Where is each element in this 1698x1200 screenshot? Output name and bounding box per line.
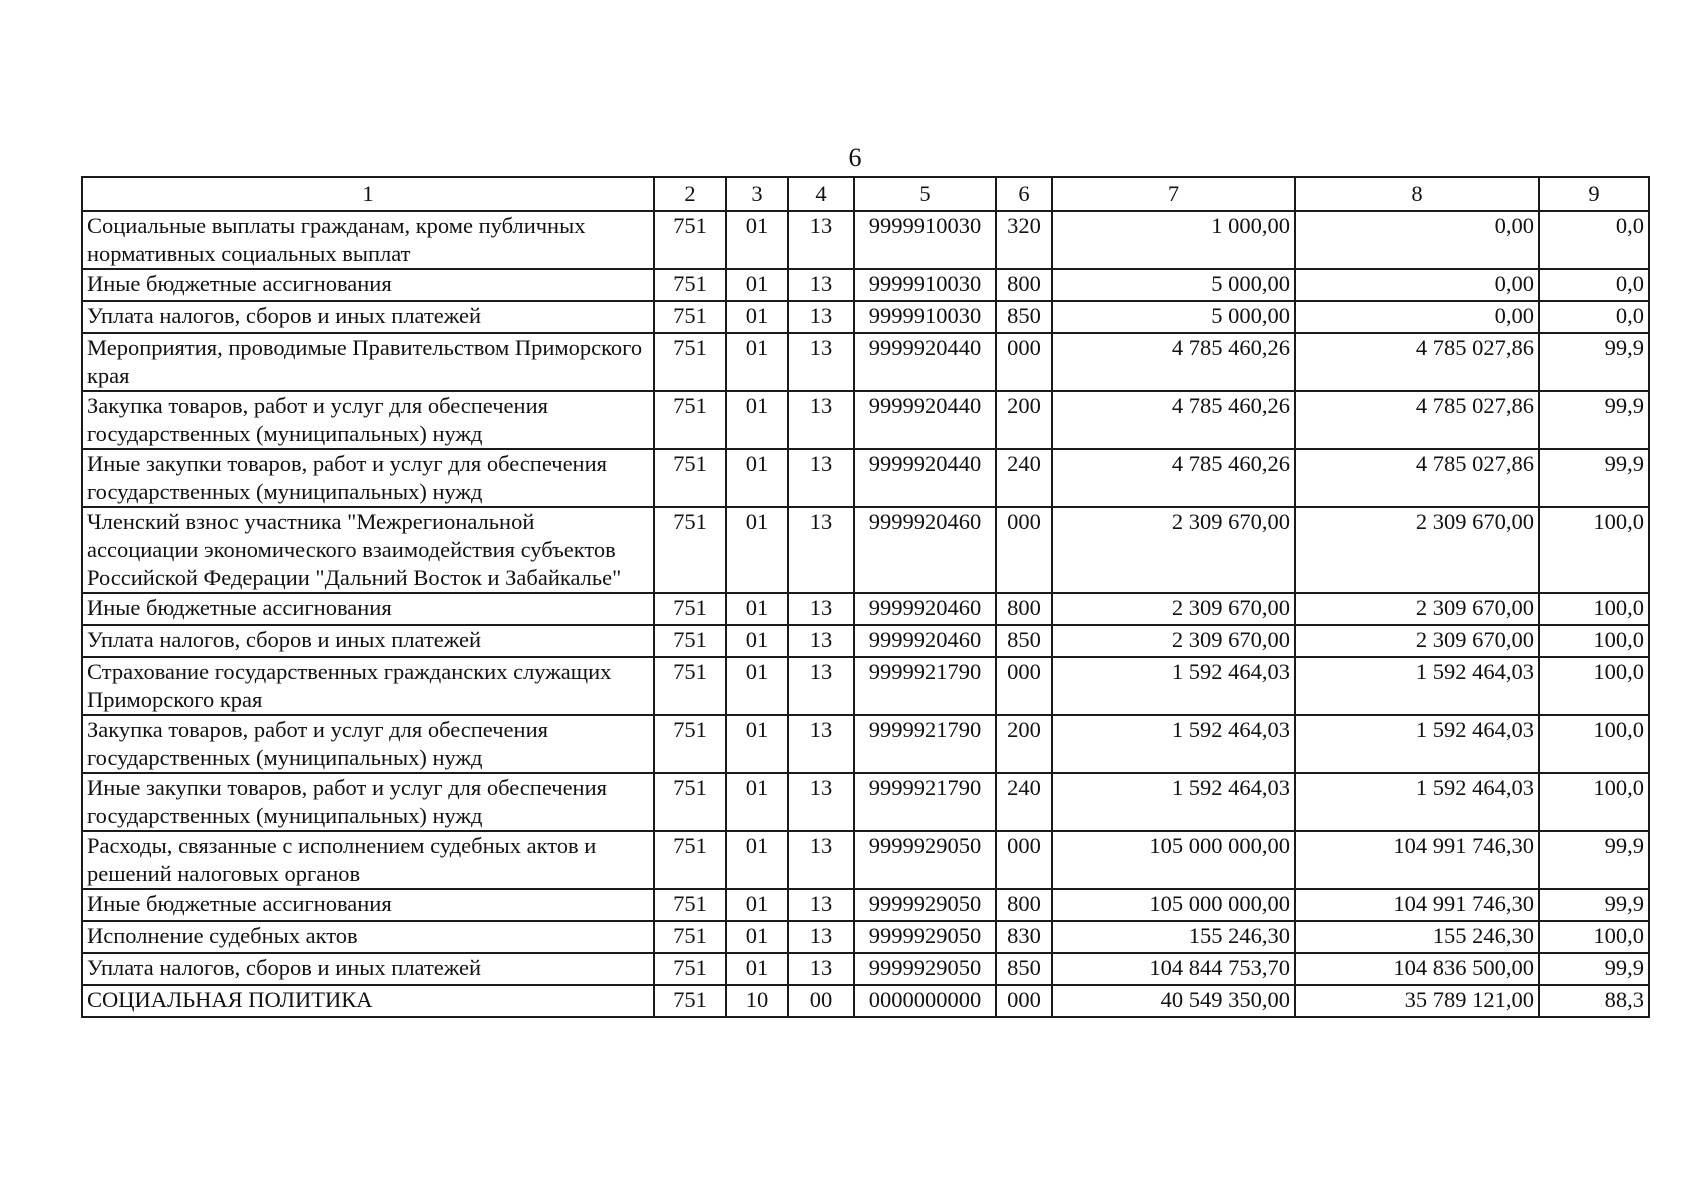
row-code-3-cell: 01	[726, 301, 788, 333]
row-name-cell: Социальные выплаты гражданам, кроме публичных нормативных социальных выплат	[82, 211, 654, 269]
row-code-4-cell: 13	[788, 625, 854, 657]
row-code-6-cell: 850	[996, 953, 1052, 985]
row-amount-8-cell: 104 991 746,30	[1295, 889, 1539, 921]
row-name-cell: Закупка товаров, работ и услуг для обеспечения государственных (муниципальных) нужд	[82, 391, 654, 449]
row-amount-7-cell: 2 309 670,00	[1052, 593, 1295, 625]
row-percent-9-cell: 99,9	[1539, 391, 1649, 449]
row-percent-9-cell: 100,0	[1539, 657, 1649, 715]
row-amount-8-cell: 2 309 670,00	[1295, 593, 1539, 625]
row-code-5-cell: 9999920460	[854, 593, 996, 625]
row-code-5-cell: 9999929050	[854, 889, 996, 921]
row-code-4-cell: 13	[788, 715, 854, 773]
row-code-2-cell: 751	[654, 301, 726, 333]
row-amount-7-cell: 2 309 670,00	[1052, 625, 1295, 657]
row-amount-8-cell: 2 309 670,00	[1295, 625, 1539, 657]
row-code-6-cell: 850	[996, 625, 1052, 657]
column-header: 1	[82, 177, 654, 211]
row-code-4-cell: 13	[788, 333, 854, 391]
column-header: 6	[996, 177, 1052, 211]
row-name-cell: Уплата налогов, сборов и иных платежей	[82, 953, 654, 985]
row-code-4-cell: 00	[788, 985, 854, 1017]
row-code-3-cell: 01	[726, 889, 788, 921]
row-percent-9-cell: 100,0	[1539, 921, 1649, 953]
row-code-5-cell: 9999921790	[854, 773, 996, 831]
row-code-4-cell: 13	[788, 953, 854, 985]
row-code-5-cell: 9999929050	[854, 953, 996, 985]
row-percent-9-cell: 99,9	[1539, 449, 1649, 507]
row-amount-8-cell: 0,00	[1295, 269, 1539, 301]
row-name-cell: Иные бюджетные ассигнования	[82, 889, 654, 921]
row-name-cell: Уплата налогов, сборов и иных платежей	[82, 301, 654, 333]
row-code-4-cell: 13	[788, 507, 854, 593]
row-code-2-cell: 751	[654, 831, 726, 889]
row-name-cell: Иные закупки товаров, работ и услуг для обеспечения государственных (муниципальных) нужд	[82, 449, 654, 507]
column-header: 4	[788, 177, 854, 211]
row-code-2-cell: 751	[654, 625, 726, 657]
row-code-4-cell: 13	[788, 301, 854, 333]
row-code-6-cell: 850	[996, 301, 1052, 333]
row-amount-8-cell: 155 246,30	[1295, 921, 1539, 953]
row-code-2-cell: 751	[654, 269, 726, 301]
row-code-6-cell: 000	[996, 333, 1052, 391]
row-name-cell: Иные закупки товаров, работ и услуг для обеспечения государственных (муниципальных) нужд	[82, 773, 654, 831]
table-row	[82, 301, 1649, 333]
row-name-cell: Исполнение судебных актов	[82, 921, 654, 953]
column-header: 2	[654, 177, 726, 211]
table-row	[82, 889, 1649, 921]
row-code-5-cell: 9999921790	[854, 715, 996, 773]
row-code-4-cell: 13	[788, 773, 854, 831]
row-code-4-cell: 13	[788, 269, 854, 301]
row-amount-7-cell: 4 785 460,26	[1052, 391, 1295, 449]
row-amount-8-cell: 4 785 027,86	[1295, 391, 1539, 449]
row-code-3-cell: 01	[726, 507, 788, 593]
row-code-2-cell: 751	[654, 507, 726, 593]
table-row	[82, 953, 1649, 985]
row-code-2-cell: 751	[654, 657, 726, 715]
row-amount-7-cell: 4 785 460,26	[1052, 333, 1295, 391]
row-percent-9-cell: 0,0	[1539, 269, 1649, 301]
row-percent-9-cell: 100,0	[1539, 507, 1649, 593]
row-code-3-cell: 01	[726, 831, 788, 889]
row-code-3-cell: 01	[726, 449, 788, 507]
row-percent-9-cell: 100,0	[1539, 715, 1649, 773]
row-code-3-cell: 10	[726, 985, 788, 1017]
row-code-5-cell: 9999920460	[854, 625, 996, 657]
row-percent-9-cell: 0,0	[1539, 211, 1649, 269]
row-code-2-cell: 751	[654, 391, 726, 449]
row-amount-7-cell: 1 000,00	[1052, 211, 1295, 269]
column-header: 9	[1539, 177, 1649, 211]
row-code-2-cell: 751	[654, 953, 726, 985]
page-number: 6	[848, 143, 862, 172]
row-code-4-cell: 13	[788, 831, 854, 889]
row-name-cell: Мероприятия, проводимые Правительством Приморского края	[82, 333, 654, 391]
table-row	[82, 593, 1649, 625]
table-row	[82, 773, 1649, 831]
row-amount-8-cell: 4 785 027,86	[1295, 449, 1539, 507]
row-name-cell: Иные бюджетные ассигнования	[82, 593, 654, 625]
table-row	[82, 269, 1649, 301]
row-code-6-cell: 800	[996, 593, 1052, 625]
row-amount-7-cell: 40 549 350,00	[1052, 985, 1295, 1017]
row-percent-9-cell: 99,9	[1539, 333, 1649, 391]
row-code-5-cell: 9999920440	[854, 449, 996, 507]
row-code-6-cell: 000	[996, 657, 1052, 715]
row-code-2-cell: 751	[654, 889, 726, 921]
row-name-cell: Страхование государственных гражданских служащих Приморского края	[82, 657, 654, 715]
table-row	[82, 625, 1649, 657]
row-code-6-cell: 000	[996, 985, 1052, 1017]
row-code-6-cell: 240	[996, 449, 1052, 507]
row-amount-8-cell: 0,00	[1295, 211, 1539, 269]
row-name-cell: Членский взнос участника "Межрегиональной ассоциации экономического взаимодействия субъектов Российской Федерации "Дальний Восток и Забайкалье"	[82, 507, 654, 593]
row-amount-7-cell: 155 246,30	[1052, 921, 1295, 953]
row-name-cell: СОЦИАЛЬНАЯ ПОЛИТИКА	[82, 985, 654, 1017]
row-code-5-cell: 9999910030	[854, 211, 996, 269]
row-code-2-cell: 751	[654, 985, 726, 1017]
row-code-5-cell: 0000000000	[854, 985, 996, 1017]
row-code-5-cell: 9999910030	[854, 269, 996, 301]
row-code-4-cell: 13	[788, 593, 854, 625]
row-code-5-cell: 9999920460	[854, 507, 996, 593]
table-row	[82, 657, 1649, 715]
row-percent-9-cell: 88,3	[1539, 985, 1649, 1017]
row-code-3-cell: 01	[726, 657, 788, 715]
row-name-cell: Закупка товаров, работ и услуг для обеспечения государственных (муниципальных) нужд	[82, 715, 654, 773]
row-amount-8-cell: 2 309 670,00	[1295, 507, 1539, 593]
row-code-4-cell: 13	[788, 211, 854, 269]
row-amount-8-cell: 1 592 464,03	[1295, 657, 1539, 715]
row-name-cell: Уплата налогов, сборов и иных платежей	[82, 625, 654, 657]
row-amount-7-cell: 105 000 000,00	[1052, 831, 1295, 889]
row-code-5-cell: 9999920440	[854, 333, 996, 391]
row-code-2-cell: 751	[654, 715, 726, 773]
row-amount-7-cell: 1 592 464,03	[1052, 715, 1295, 773]
row-amount-8-cell: 35 789 121,00	[1295, 985, 1539, 1017]
row-code-3-cell: 01	[726, 269, 788, 301]
row-code-5-cell: 9999921790	[854, 657, 996, 715]
row-code-4-cell: 13	[788, 391, 854, 449]
table-body	[82, 211, 1649, 1017]
row-code-6-cell: 800	[996, 889, 1052, 921]
row-percent-9-cell: 100,0	[1539, 773, 1649, 831]
row-amount-7-cell: 1 592 464,03	[1052, 657, 1295, 715]
budget-table	[81, 176, 1650, 1018]
row-code-2-cell: 751	[654, 449, 726, 507]
row-code-6-cell: 200	[996, 715, 1052, 773]
row-code-2-cell: 751	[654, 773, 726, 831]
table-row	[82, 449, 1649, 507]
row-code-6-cell: 800	[996, 269, 1052, 301]
row-amount-7-cell: 4 785 460,26	[1052, 449, 1295, 507]
table-row	[82, 333, 1649, 391]
row-code-6-cell: 320	[996, 211, 1052, 269]
table-row	[82, 507, 1649, 593]
table-row	[82, 831, 1649, 889]
row-amount-7-cell: 5 000,00	[1052, 269, 1295, 301]
row-code-3-cell: 01	[726, 391, 788, 449]
row-code-3-cell: 01	[726, 211, 788, 269]
row-code-4-cell: 13	[788, 889, 854, 921]
table-row	[82, 391, 1649, 449]
row-amount-7-cell: 1 592 464,03	[1052, 773, 1295, 831]
row-code-6-cell: 240	[996, 773, 1052, 831]
column-header: 3	[726, 177, 788, 211]
row-name-cell: Расходы, связанные с исполнением судебных актов и решений налоговых органов	[82, 831, 654, 889]
row-amount-7-cell: 2 309 670,00	[1052, 507, 1295, 593]
row-percent-9-cell: 99,9	[1539, 889, 1649, 921]
row-code-3-cell: 01	[726, 593, 788, 625]
row-code-6-cell: 830	[996, 921, 1052, 953]
row-amount-7-cell: 104 844 753,70	[1052, 953, 1295, 985]
row-code-3-cell: 01	[726, 625, 788, 657]
row-amount-8-cell: 104 836 500,00	[1295, 953, 1539, 985]
row-code-3-cell: 01	[726, 953, 788, 985]
row-code-4-cell: 13	[788, 657, 854, 715]
row-code-4-cell: 13	[788, 449, 854, 507]
row-code-2-cell: 751	[654, 921, 726, 953]
row-amount-8-cell: 1 592 464,03	[1295, 773, 1539, 831]
row-amount-8-cell: 4 785 027,86	[1295, 333, 1539, 391]
row-percent-9-cell: 99,9	[1539, 953, 1649, 985]
table-row	[82, 211, 1649, 269]
row-code-5-cell: 9999929050	[854, 831, 996, 889]
row-amount-7-cell: 5 000,00	[1052, 301, 1295, 333]
row-amount-8-cell: 0,00	[1295, 301, 1539, 333]
row-code-3-cell: 01	[726, 333, 788, 391]
row-code-2-cell: 751	[654, 593, 726, 625]
row-code-3-cell: 01	[726, 921, 788, 953]
row-code-2-cell: 751	[654, 211, 726, 269]
column-header: 7	[1052, 177, 1295, 211]
row-code-6-cell: 200	[996, 391, 1052, 449]
header-row	[82, 177, 1649, 211]
row-code-5-cell: 9999929050	[854, 921, 996, 953]
table-row	[82, 715, 1649, 773]
row-percent-9-cell: 100,0	[1539, 593, 1649, 625]
row-percent-9-cell: 100,0	[1539, 625, 1649, 657]
row-percent-9-cell: 0,0	[1539, 301, 1649, 333]
row-code-6-cell: 000	[996, 507, 1052, 593]
row-code-5-cell: 9999910030	[854, 301, 996, 333]
row-name-cell: Иные бюджетные ассигнования	[82, 269, 654, 301]
row-code-6-cell: 000	[996, 831, 1052, 889]
row-code-5-cell: 9999920440	[854, 391, 996, 449]
table-row	[82, 921, 1649, 953]
table-row	[82, 985, 1649, 1017]
row-amount-7-cell: 105 000 000,00	[1052, 889, 1295, 921]
row-code-3-cell: 01	[726, 773, 788, 831]
row-percent-9-cell: 99,9	[1539, 831, 1649, 889]
column-header: 5	[854, 177, 996, 211]
row-amount-8-cell: 104 991 746,30	[1295, 831, 1539, 889]
row-amount-8-cell: 1 592 464,03	[1295, 715, 1539, 773]
row-code-2-cell: 751	[654, 333, 726, 391]
column-header: 8	[1295, 177, 1539, 211]
row-code-3-cell: 01	[726, 715, 788, 773]
row-code-4-cell: 13	[788, 921, 854, 953]
